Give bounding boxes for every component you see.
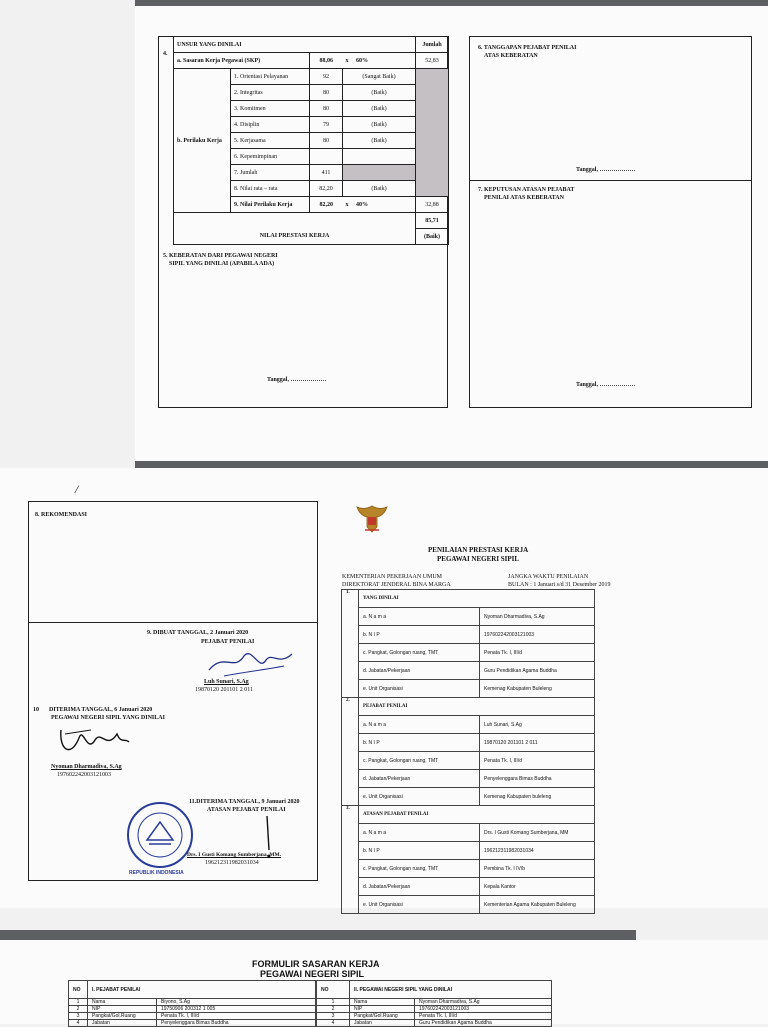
recommendation-box [28, 501, 318, 881]
row-no: 1 [317, 999, 350, 1006]
page-divider [135, 461, 768, 468]
cover-title-1: PENILAIAN PRESTASI KERJA [428, 546, 529, 554]
superior-name: Drs. I Gusti Komang Sumberjana, MM. [187, 852, 282, 858]
row-no: 2 [69, 1006, 88, 1013]
field-value: 197602242003121003 [480, 626, 595, 644]
made-date: 9. DIBUAT TANGGAL, 2 Januari 2020 [147, 630, 249, 636]
document-page-2 [0, 468, 768, 908]
field-value: Luh Sunari, S.Ag [480, 716, 595, 734]
table-header-amount: Jumlah [416, 37, 449, 53]
document-page-3 [0, 940, 768, 1024]
field-label: c. Pangkat, Golongan ruang, TMT [359, 752, 480, 770]
section-title: PEJABAT PENILAI [359, 698, 595, 716]
section-no: 3. [342, 806, 359, 914]
behavior-row-grade: (Baik) [343, 85, 416, 101]
assessor-nip: 19870120 201101 2 011 [195, 687, 254, 693]
form-title-1: FORMULIR SASARAN KERJA [252, 959, 380, 969]
assessor-signature [204, 642, 294, 682]
behavior-score-pct [343, 197, 416, 213]
field-value: 196212311982031034 [480, 842, 595, 860]
col-no: NO [69, 981, 88, 999]
behavior-score-label: 9. Nilai Perilaku Kerja [231, 197, 310, 213]
received-role: PEGAWAI NEGERI SIPIL YANG DINILAI [51, 715, 165, 721]
final-label: NILAI PRESTASI KERJA [174, 229, 416, 245]
objection-date: Tanggal, ……………… [267, 377, 327, 383]
behavior-score-times: x [345, 201, 349, 208]
form-title-2: PEGAWAI NEGERI SIPIL [260, 969, 365, 979]
behavior-row-label: 1. Orientasi Pelayanan [231, 69, 310, 85]
response-title-2: ATAS KEBERATAN [484, 53, 538, 59]
section-title: YANG DINILAI [359, 590, 595, 608]
field-value: Guru Pendidikan Agama Buddha [480, 662, 595, 680]
behavior-label: b. Perilaku Kerja [174, 69, 231, 213]
employee-nip: 197602242003121003 [57, 772, 111, 778]
ministry-line-2: DIREKTORAT JENDERAL BINA MARGA [342, 582, 451, 588]
row-no: 4 [69, 1020, 88, 1027]
field-label: d. Jabatan/Pekerjaan [359, 662, 480, 680]
behavior-score-total: 32,88 [416, 197, 449, 213]
skp-percent: 60% [356, 57, 368, 64]
row-no: 3 [317, 1013, 350, 1020]
table-header-label: UNSUR YANG DINILAI [174, 37, 416, 53]
field-value: Penata Tk. I, III/d [480, 752, 595, 770]
row-label: NIP [88, 1006, 157, 1013]
row-label: Jabatan [350, 1020, 415, 1027]
field-label: a. N a m a [359, 824, 480, 842]
behavior-row-value: 92 [310, 69, 343, 85]
field-value: Drs. I Gusti Komang Sumberjana, MM [480, 824, 595, 842]
right-employee-table [316, 980, 552, 1027]
divider-line [470, 180, 751, 181]
garuda-emblem [355, 501, 389, 535]
identity-table [341, 589, 595, 914]
received-no: 10 [33, 707, 39, 713]
behavior-row-value: 79 [310, 117, 343, 133]
field-label: a. N a m a [359, 608, 480, 626]
response-title-1: 6. TANGGAPAN PEJABAT PENILAI [478, 45, 577, 51]
field-label: c. Pangkat, Golongan ruang, TMT [359, 860, 480, 878]
period-line-2: BULAN : 1 Januari s/d 31 Desember 2019 [508, 582, 611, 588]
col-no: NO [317, 981, 350, 999]
behavior-row-grade [343, 165, 416, 181]
row-value: Guru Pendidikan Agama Buddha [415, 1020, 552, 1027]
made-role: PEJABAT PENILAI [201, 639, 255, 645]
document-page-1 [135, 6, 768, 461]
behavior-row-grade: (Sangat Baik) [343, 69, 416, 85]
row-no: 4 [317, 1020, 350, 1027]
behavior-row-grade: (Baik) [343, 181, 416, 197]
employee-signature [51, 720, 131, 765]
behavior-row-label: 5. Kerjasama [231, 133, 310, 149]
objection-title-1: 5. KEBERATAN DARI PEGAWAI NEGERI [163, 253, 278, 259]
behavior-row-label: 2. Integritas [231, 85, 310, 101]
section-title: ATASAN PEJABAT PENILAI [359, 806, 595, 824]
row-label: Jabatan [88, 1020, 157, 1027]
pen-mark: / [75, 482, 79, 496]
behavior-row-value: 80 [310, 101, 343, 117]
decision-date: Tanggal, ……………… [576, 382, 636, 388]
divider-line [29, 622, 317, 623]
row-no: 2 [317, 1006, 350, 1013]
behavior-row-grade: (Baik) [343, 117, 416, 133]
col-title: I. PEJABAT PENILAI [88, 981, 316, 999]
period-line-1: JANGKA WAKTU PENILAIAN [508, 574, 589, 580]
field-value: Penata Tk. I, III/d [480, 644, 595, 662]
row-value: Penata Tk. I, III/d [157, 1013, 316, 1020]
behavior-row-label: 3. Komitmen [231, 101, 310, 117]
left-officer-table [68, 980, 316, 1027]
page-divider [0, 930, 636, 940]
field-label: c. Pangkat, Golongan ruang, TMT [359, 644, 480, 662]
field-value: Kepala Kantor [480, 878, 595, 896]
superior-date: 11.DITERIMA TANGGAL, 9 Januari 2020 [189, 799, 300, 805]
behavior-row-label: 7. Jumlah [231, 165, 310, 181]
assessment-table [173, 36, 449, 245]
response-date: Tanggal, ……………… [576, 167, 636, 173]
behavior-row-value: 82,20 [310, 181, 343, 197]
field-value: Pembina Tk. I IV/b [480, 860, 595, 878]
final-total: 85,71 [416, 213, 449, 229]
skp-label: a. Sasaran Kerja Pegawai (SKP) [174, 53, 310, 69]
row-label: Pangkat/Gol.Ruang [88, 1013, 157, 1020]
row-label: Nama [350, 999, 415, 1006]
field-value: Kemenag Kabupaten Buleleng [480, 680, 595, 698]
behavior-score-value: 82,20 [310, 197, 343, 213]
behavior-row-label: 8. Nilai rata – rata [231, 181, 310, 197]
assessment-box [158, 36, 448, 408]
field-label: d. Jabatan/Pekerjaan [359, 770, 480, 788]
decision-title-2: PENILAI ATAS KEBERATAN [484, 195, 564, 201]
field-label: b. N I P [359, 734, 480, 752]
cover-title-2: PEGAWAI NEGERI SIPIL [437, 555, 520, 563]
behavior-row-grade: (Baik) [343, 133, 416, 149]
row-value: 19750906 200312 1 005 [157, 1006, 316, 1013]
behavior-row-value: 80 [310, 85, 343, 101]
behavior-row-grade [343, 149, 416, 165]
behavior-row-grade: (Baik) [343, 101, 416, 117]
skp-pct [343, 53, 416, 69]
behavior-row-value: 411 [310, 165, 343, 181]
behavior-row-value [310, 149, 343, 165]
superior-role: ATASAN PEJABAT PENILAI [207, 807, 286, 813]
skp-value: 88,06 [310, 53, 343, 69]
final-blank [174, 213, 416, 229]
behavior-row-label: 6. Kepemimpinan [231, 149, 310, 165]
row-value: 197602242003121003 [415, 1006, 552, 1013]
field-label: a. N a m a [359, 716, 480, 734]
objection-title-2: SIPIL YANG DINILAI (APABILA ADA) [169, 261, 275, 267]
behavior-score-percent: 40% [356, 201, 368, 208]
ministry-line-1: KEMENTERIAN PEKERJAAN UMUM [342, 574, 442, 580]
final-grade: (Baik) [416, 229, 449, 245]
section-number: 4. [163, 51, 168, 57]
skp-total: 52,83 [416, 53, 449, 69]
row-label: NIP [350, 1006, 415, 1013]
field-value: Penyelenggara Bimas Buddha [480, 770, 595, 788]
row-no: 1 [69, 999, 88, 1006]
stamp-text: REPUBLIK INDONESIA [129, 870, 184, 876]
section-no: 1. [342, 590, 359, 698]
field-value: Kemenag Kabupaten buleleng [480, 788, 595, 806]
decision-title-1: 7. KEPUTUSAN ATASAN PEJABAT [478, 187, 575, 193]
field-value: Kementerian Agama Kabupaten Buleleng [480, 896, 595, 914]
official-stamp [125, 800, 195, 870]
field-label: e. Unit Organisasi [359, 896, 480, 914]
field-label: b. N I P [359, 842, 480, 860]
section-no: 2. [342, 698, 359, 806]
row-no: 3 [69, 1013, 88, 1020]
field-label: b. N I P [359, 626, 480, 644]
response-box [469, 36, 752, 408]
behavior-row-label: 4. Disiplin [231, 117, 310, 133]
superior-nip: 196212311982031034 [205, 860, 259, 866]
col-title: II. PEGAWAI NEGERI SIPIL YANG DINILAI [350, 981, 552, 999]
row-label: Nama [88, 999, 157, 1006]
row-value: Penyelenggara Bimas Buddha [157, 1020, 316, 1027]
behavior-row-value: 80 [310, 133, 343, 149]
row-value: Nyoman Dharmadiva, S.Ag [415, 999, 552, 1006]
field-value: Nyoman Dharmadiva, S.Ag [480, 608, 595, 626]
assessor-name: Luh Sunari, S.Ag [204, 679, 249, 685]
field-label: e. Unit Organisasi [359, 680, 480, 698]
field-value: 19870120 201101 2 011 [480, 734, 595, 752]
shaded-cell [416, 69, 449, 197]
recommendation-title: 8. REKOMENDASI [35, 512, 88, 518]
employee-name: Nyoman Dharmadiva, S.Ag [51, 764, 122, 770]
skp-times: x [345, 57, 349, 64]
field-label: d. Jabatan/Pekerjaan [359, 878, 480, 896]
row-value: Penata Tk. I, III/d [415, 1013, 552, 1020]
row-value: Biyono, S.Ag [157, 999, 316, 1006]
field-label: e. Unit Organisasi [359, 788, 480, 806]
received-date: DITERIMA TANGGAL, 6 Januari 2020 [49, 707, 153, 713]
row-label: Pangkat/Gol.Ruang [350, 1013, 415, 1020]
